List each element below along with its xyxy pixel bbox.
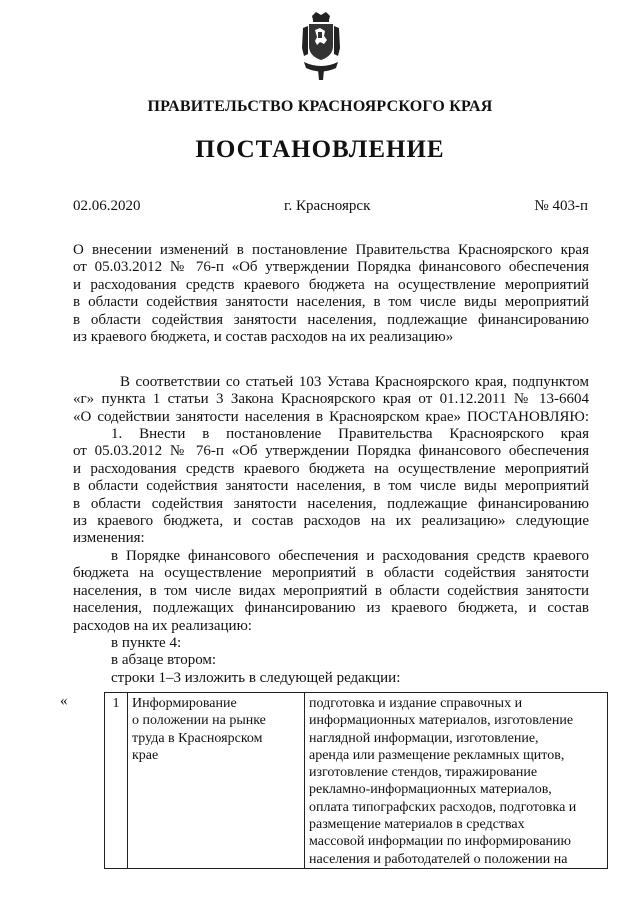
text-line: из краевого бюджета, и состав расходов на их реализацию» следующие: [73, 513, 589, 530]
paragraph-clause-1: [73, 426, 589, 548]
cell-line: Информирование: [132, 696, 237, 711]
cell-line: массовой информации по информированию: [309, 834, 571, 850]
title-line: и расходования средств краевого бюджета на осуществление мероприятий: [73, 276, 589, 293]
cell-line: подготовка и издание справочных и: [309, 696, 523, 711]
paragraph-order: [73, 548, 589, 687]
text-line: В соответствии со статьей 103 Устава Красноярского края, подпунктом: [120, 374, 589, 390]
text-line: населения, подлежащих финансированию из краевого бюджета, и состав: [73, 600, 589, 617]
text-line: в абзаце втором:: [111, 652, 217, 669]
activities-table: [104, 692, 608, 869]
text-line: от 05.03.2012 № 76-п «Об утверждении Порядка финансового обеспечения: [73, 443, 589, 460]
table-row: [105, 693, 608, 869]
cell-line: крае: [132, 747, 159, 763]
text-line: бюджета на осуществление мероприятий в области содействия занятости: [73, 565, 589, 582]
cell-line: наглядной информации, изготовление,: [309, 730, 539, 746]
expenses-cell: [305, 693, 608, 869]
cell-line: населения и работодателей о положении на: [309, 851, 568, 867]
government-name: ПРАВИТЕЛЬСТВО КРАСНОЯРСКОГО КРАЯ: [147, 98, 493, 115]
text-line: 1. Внести в постановление Правительства Красноярского края: [111, 426, 589, 442]
row-number: 1: [105, 693, 128, 869]
document-type: ПОСТАНОВЛЕНИЕ: [195, 136, 445, 163]
text-line: и расходования средств краевого бюджета на осуществление мероприятий: [73, 460, 589, 477]
title-line: в области содействия занятости населения, в том числе виды мероприятий: [73, 294, 589, 311]
document-date: 02.06.2020: [73, 198, 141, 214]
title-line: из краевого бюджета, и состав расходов на их реализацию»: [73, 329, 454, 346]
title-line: О внесении изменений в постановление Правительства Красноярского края: [73, 242, 589, 258]
document-number: № 403-п: [534, 198, 588, 214]
text-line: в Порядке финансового обеспечения и расходования средств краевого: [111, 548, 589, 564]
cell-line: изготовление стендов, тиражирование: [309, 765, 538, 781]
cell-line: оплата типографских расходов, подготовка и: [309, 799, 577, 815]
text-line: в пункте 4:: [111, 635, 182, 652]
text-line: в области содействия занятости населения, в том числе виды мероприятий: [73, 478, 589, 495]
paragraph-preamble: [73, 374, 589, 426]
title-line: от 05.03.2012 № 76-п «Об утверждении Порядка финансового обеспечения: [73, 259, 589, 276]
krasnoyarsk-coat-of-arms-icon: [300, 10, 342, 82]
document-title: [73, 242, 589, 346]
opening-quote: «: [60, 693, 68, 709]
title-line: в области содействия занятости населения, подлежащие финансированию: [73, 311, 589, 328]
document-city: г. Красноярск: [284, 198, 371, 214]
activity-cell: [128, 693, 305, 869]
cell-line: информационных материалов, изготовление: [309, 713, 574, 729]
cell-line: аренда или размещение рекламных щитов,: [309, 747, 565, 763]
text-line: строки 1–3 изложить в следующей редакции:: [111, 669, 401, 686]
text-line: «г» пункта 1 статьи 3 Закона Красноярского края от 01.12.2011 № 13-6604: [73, 391, 589, 408]
cell-line: размещение материалов в средствах: [309, 817, 525, 833]
text-line: населения, в том числе видах мероприятий в области содействия занятости: [73, 582, 589, 599]
text-line: изменения:: [73, 530, 145, 547]
cell-line: труда в Красноярском: [132, 730, 263, 746]
cell-line: о положении на рынке: [132, 713, 266, 729]
text-line: расходов на их реализацию:: [73, 617, 252, 634]
cell-line: рекламно-информационных материалов,: [309, 782, 552, 798]
text-line: в области содействия занятости населения, подлежащие финансированию: [73, 495, 589, 512]
text-line: «О содействии занятости населения в Красноярском крае» ПОСТАНОВЛЯЮ:: [73, 408, 589, 425]
